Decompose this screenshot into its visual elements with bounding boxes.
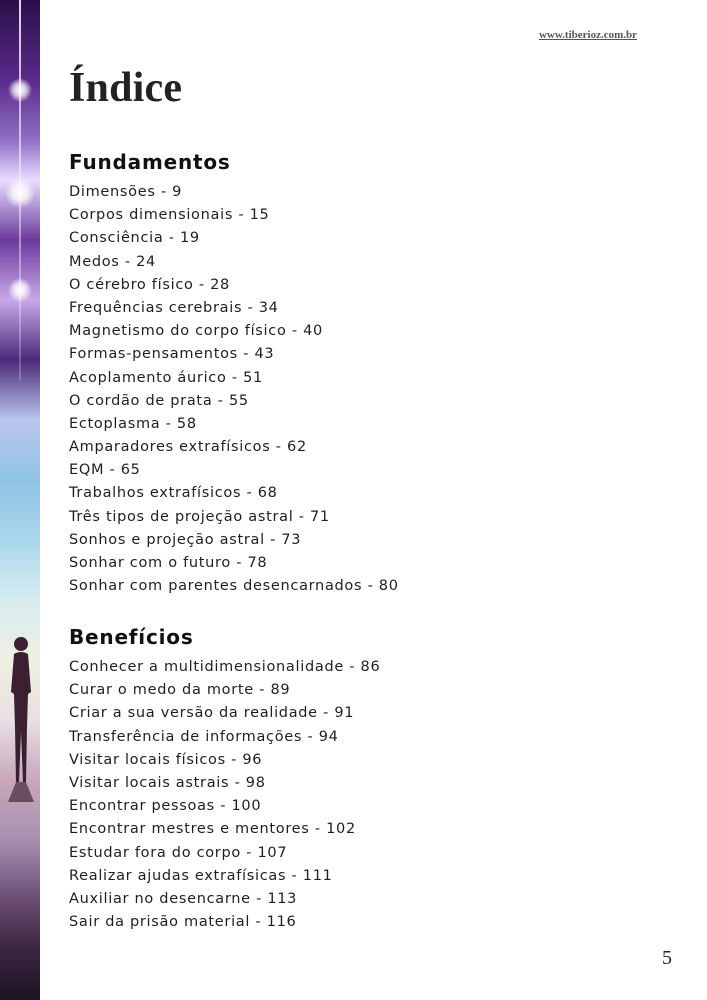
toc-item: Sonhar com parentes desencarnados - 80 xyxy=(69,578,399,595)
toc-item: Transferência de informações - 94 xyxy=(69,728,339,745)
toc-item: Curar o medo da morte - 89 xyxy=(69,682,291,699)
page-number: 5 xyxy=(662,947,672,969)
toc-item: Encontrar mestres e mentores - 102 xyxy=(69,821,356,838)
website-link[interactable]: www.tiberioz.com.br xyxy=(538,29,637,41)
toc-item: Ectoplasma - 58 xyxy=(69,415,197,432)
side-decorative-image xyxy=(0,0,40,1000)
toc-item: Conhecer a multidimensionalidade - 86 xyxy=(69,659,381,675)
toc-item: Frequências cerebrais - 34 xyxy=(69,299,279,316)
toc-item: Criar a sua versão da realidade - 91 xyxy=(69,705,355,722)
toc-item: Amparadores extrafísicos - 62 xyxy=(69,439,307,456)
toc-item: Consciência - 19 xyxy=(69,230,200,247)
toc-item: Sonhos e projeção astral - 73 xyxy=(69,531,302,548)
toc-item: Realizar ajudas extrafísicas - 111 xyxy=(69,867,333,884)
light-orb-decoration xyxy=(8,78,32,102)
toc-item: Sair da prisão material - 116 xyxy=(69,914,297,931)
toc-list-beneficios xyxy=(69,656,380,934)
toc-item: Corpos dimensionais - 15 xyxy=(69,207,270,224)
toc-item: EQM - 65 xyxy=(69,462,141,479)
toc-item: Auxiliar no desencarne - 113 xyxy=(69,890,298,907)
section-heading-fundamentos: Fundamentos xyxy=(69,150,231,174)
toc-item: Estudar fora do corpo - 107 xyxy=(69,844,288,861)
section-heading-beneficios: Benefícios xyxy=(69,625,194,649)
toc-item: Sonhar com o futuro - 78 xyxy=(69,555,268,571)
toc-item: Acoplamento áurico - 51 xyxy=(69,369,263,386)
light-orb-decoration xyxy=(8,278,32,302)
toc-item: Visitar locais astrais - 98 xyxy=(69,774,266,791)
toc-item: Encontrar pessoas - 100 xyxy=(69,798,262,815)
toc-item: Dimensões - 9 xyxy=(69,184,183,200)
light-orb-decoration xyxy=(5,178,35,208)
toc-item: Três tipos de projeção astral - 71 xyxy=(69,508,330,525)
toc-item: Visitar locais físicos - 96 xyxy=(69,751,263,768)
toc-item: Medos - 24 xyxy=(69,253,156,270)
toc-item: O cérebro físico - 28 xyxy=(69,276,230,293)
toc-item: Trabalhos extrafísicos - 68 xyxy=(69,485,278,502)
page-title: Índice xyxy=(69,65,183,111)
toc-list-fundamentos xyxy=(69,181,399,598)
toc-item: O cordão de prata - 55 xyxy=(69,392,249,409)
toc-item: Magnetismo do corpo físico - 40 xyxy=(69,323,323,340)
toc-item: Formas-pensamentos - 43 xyxy=(69,346,275,363)
human-silhouette-icon xyxy=(4,632,38,802)
